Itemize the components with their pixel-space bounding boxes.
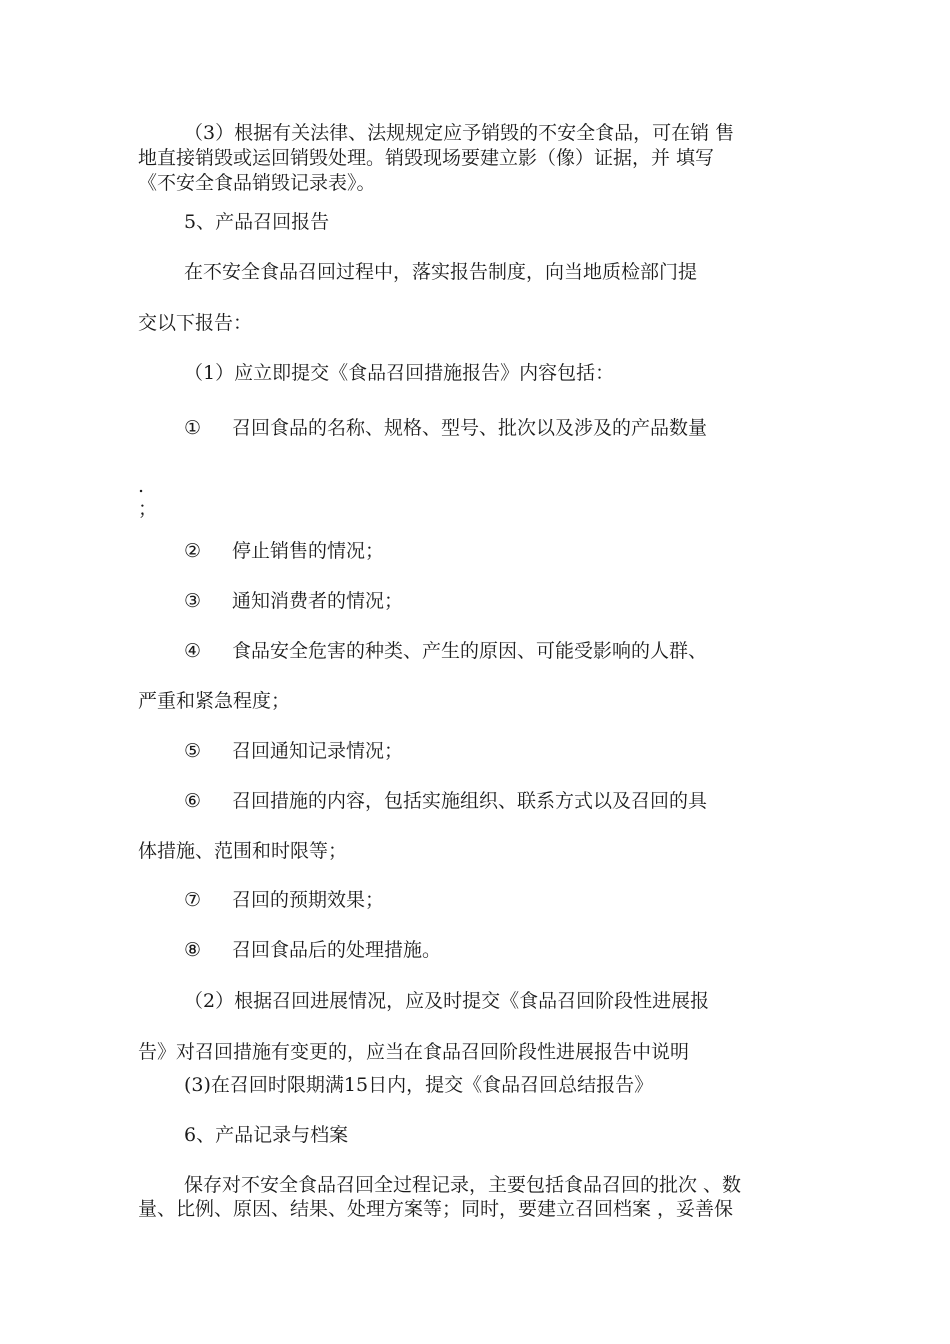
list-item-1-number: ① <box>184 417 202 439</box>
list-item-8-number: ⑧ <box>184 939 202 961</box>
report-2-line-2: 告》对召回措施有变更的，应当在食品召回阶段性进展报告中说明 <box>138 1041 690 1063</box>
report-2-line-1: （2）根据召回进展情况，应及时提交《食品召回阶段性进展报 <box>184 990 710 1012</box>
records-line-2: 量、比例、原因、结果、处理方案等；同时，要建立召回档案 ，妥善保 <box>138 1198 734 1220</box>
list-item-4-text: 食品安全危害的种类、产生的原因、可能受影响的人群、 <box>232 640 708 662</box>
list-item-1-dot: . <box>138 475 145 497</box>
intro-line-1: 在不安全食品召回过程中，落实报告制度，向当地质检部门提 <box>184 261 698 283</box>
intro-line-2: 交以下报告： <box>138 312 253 334</box>
list-item-2 <box>184 539 384 563</box>
list-item-2-text: 停止销售的情况； <box>232 540 385 562</box>
list-item-5-number: ⑤ <box>184 740 202 762</box>
list-item-6 <box>184 789 707 813</box>
list-item-5-text: 召回通知记录情况； <box>232 740 404 762</box>
list-item-3-text: 通知消费者的情况； <box>232 590 404 612</box>
paragraph-3-line-2: 地直接销毁或运回销毁处理。销毁现场要建立影（像）证据，并 填写 <box>138 147 715 169</box>
list-item-4-number: ④ <box>184 640 202 662</box>
paragraph-3-line-1: （3）根据有关法律、法规规定应予销毁的不安全食品，可在销 售 <box>184 122 735 144</box>
list-item-2-number: ② <box>184 540 202 562</box>
section-6-heading: 6、产品记录与档案 <box>184 1124 349 1146</box>
list-item-7-text: 召回的预期效果； <box>232 889 385 911</box>
report-1-heading: （1）应立即提交《食品召回措施报告》内容包括： <box>184 362 615 384</box>
list-item-8-text: 召回食品后的处理措施。 <box>232 939 442 961</box>
list-item-6-number: ⑥ <box>184 790 202 812</box>
list-item-1 <box>184 416 707 440</box>
list-item-4 <box>184 639 707 663</box>
list-item-6-continuation: 体措施、范围和时限等； <box>138 840 348 862</box>
list-item-1-semicolon: ； <box>138 498 158 520</box>
list-item-3 <box>184 589 403 613</box>
paragraph-3-line-3: 《不安全食品销毁记录表》。 <box>138 172 376 194</box>
records-line-1: 保存对不安全食品召回全过程记录，主要包括食品召回的批次 、数 <box>184 1174 742 1196</box>
list-item-8 <box>184 938 441 962</box>
list-item-4-continuation: 严重和紧急程度； <box>138 690 291 712</box>
list-item-1-text: 召回食品的名称、规格、型号、批次以及涉及的产品数量 <box>232 417 708 439</box>
list-item-7 <box>184 888 384 912</box>
report-3: (3)在召回时限期满15日内，提交《食品召回总结报告》 <box>184 1074 654 1096</box>
list-item-5 <box>184 739 403 763</box>
section-5-heading: 5、产品召回报告 <box>184 211 330 233</box>
list-item-7-number: ⑦ <box>184 889 202 911</box>
list-item-3-number: ③ <box>184 590 202 612</box>
list-item-6-text: 召回措施的内容，包括实施组织、联系方式以及召回的具 <box>232 790 708 812</box>
